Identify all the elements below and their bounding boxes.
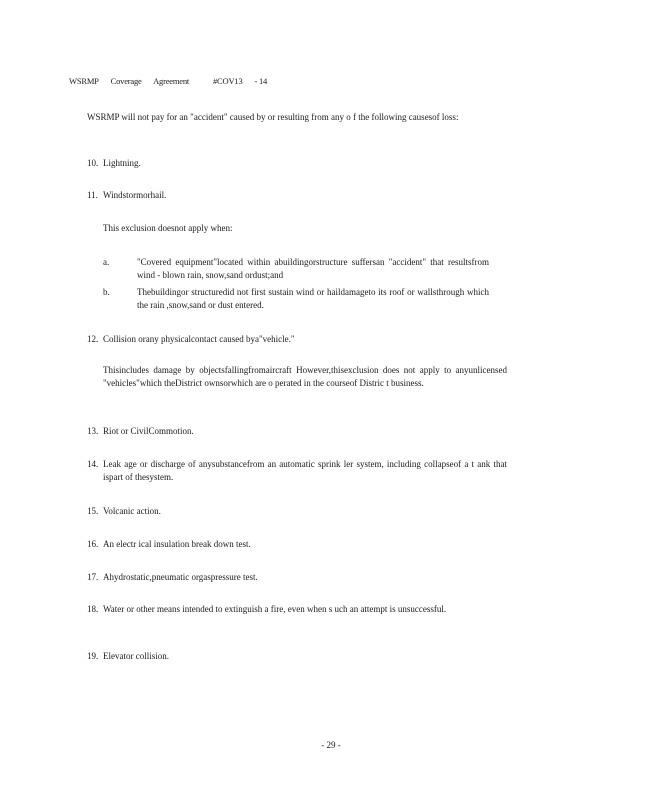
item-number: 11. <box>87 190 98 200</box>
item-number: 13. <box>87 426 99 436</box>
collision-note: Thisincludes damage by objectsfallingfromaircraft However,thisexclusion does not apply to anyunlicensed "vehicles"which theDistrict ownsorwhich are o perated in the courseof Distric t business. <box>103 365 507 388</box>
item-text: Ahydrostatic,pneumatic orgaspressure test. <box>103 572 258 582</box>
subitem-letter: a. <box>103 257 110 267</box>
item-number: 14. <box>87 459 99 469</box>
header-org: WSRMP <box>69 76 99 86</box>
header-type: Agreement <box>153 76 190 86</box>
subitem-text: Thebuildingor structuredid not first sustain wind or haildamageto its roof or wallsthrough which the rain ,snow,sand or dust entered. <box>137 287 489 310</box>
header-doc: Coverage <box>110 76 142 86</box>
windstorm-note: This exclusion doesnot apply when: <box>103 223 233 233</box>
item-text: Leak age or discharge of anysubstancefrom an automatic sprink ler system, including collapseof a t ank that ispart of thesystem. <box>103 459 507 482</box>
page-number: - 29 - <box>321 740 341 750</box>
item-number: 15. <box>87 506 99 516</box>
item-number: 16. <box>87 539 99 549</box>
item-text: Collision orany physicalcontact caused bya"vehicle." <box>103 334 295 344</box>
item-number: 10. <box>87 158 99 168</box>
item-text: Volcanic action. <box>103 506 161 516</box>
header-section: - 14 <box>254 76 268 86</box>
item-text: Riot or CivilCommotion. <box>103 426 194 436</box>
item-text: Water or other means intended to extinguish a fire, even when s uch an attempt is unsuccessful. <box>103 604 447 614</box>
subitem-letter: b. <box>103 287 110 297</box>
item-number: 12. <box>87 334 99 344</box>
item-number: 17. <box>87 572 99 582</box>
header-code: #COV13 <box>213 76 243 86</box>
intro-paragraph: WSRMP will not pay for an "accident" caused by or resulting from any o f the following causesof loss: <box>87 112 459 122</box>
item-text: Lightning. <box>103 158 141 168</box>
subitem-text: "Covered equipment"located within abuildingorstructure suffersan "accident" that resultsfrom wind - blown rain, snow,sand ordust;and <box>137 257 489 280</box>
item-text: Windstormorhail. <box>103 190 167 200</box>
item-number: 19. <box>87 651 99 661</box>
item-number: 18. <box>87 604 99 614</box>
item-text: Elevator collision. <box>103 651 169 661</box>
item-text: An electr ical insulation break down test. <box>103 539 251 549</box>
page-header <box>69 76 277 86</box>
